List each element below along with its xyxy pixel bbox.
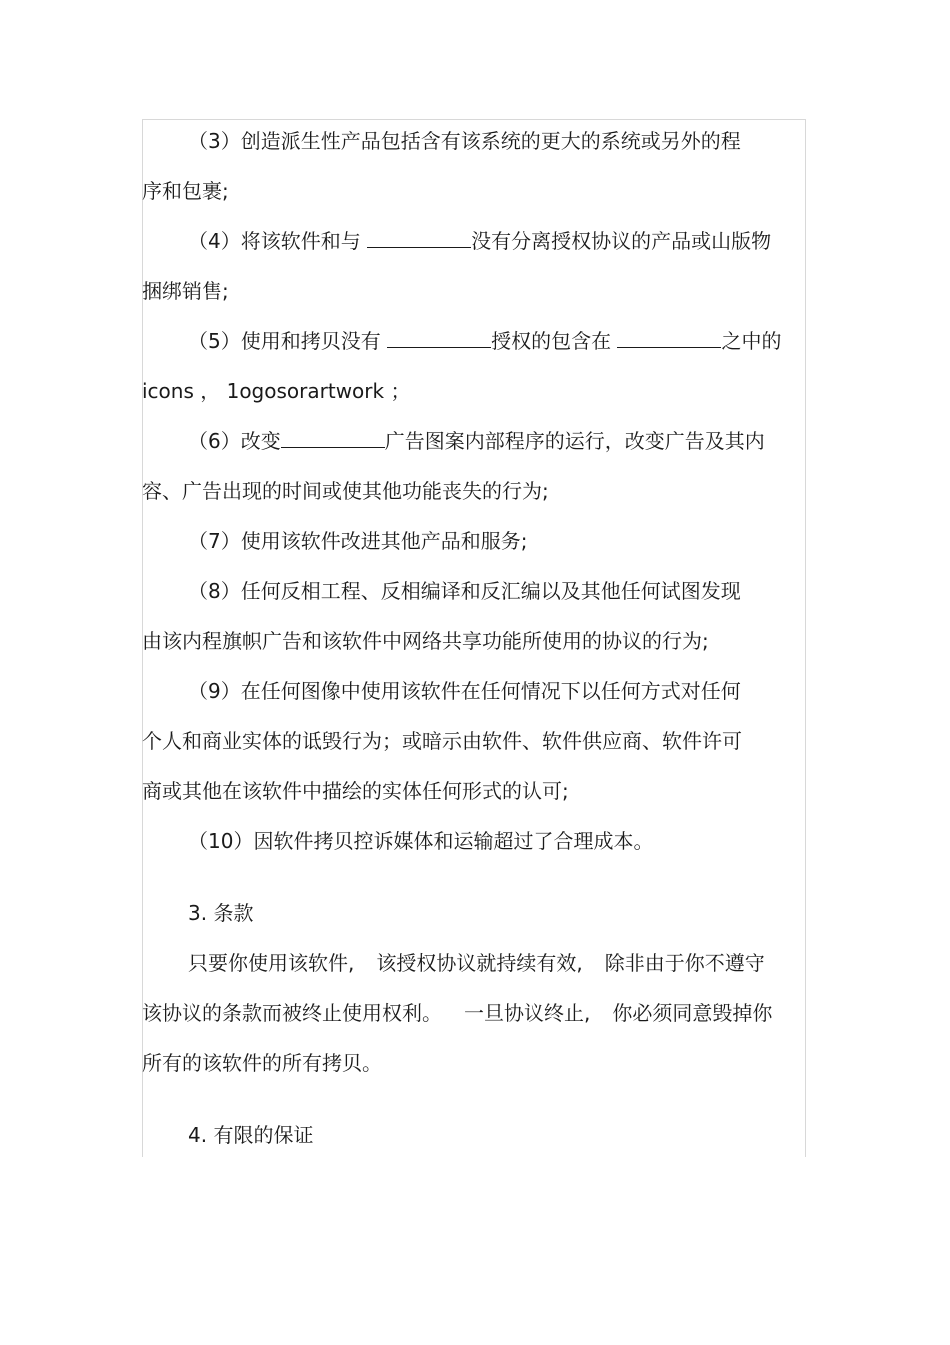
clause-5-text-b: 授权的包含在: [491, 329, 612, 353]
clause-4-line-1: [188, 228, 771, 254]
clause-4-text-b: 没有分离授权协议的产品或山版物: [471, 229, 772, 253]
clause-5-text-a: （5）使用和拷贝没有: [188, 329, 381, 353]
clause-9-line-2: 个人和商业实体的诋毁行为；或暗示由软件、软件供应商、软件许可: [142, 729, 742, 753]
section-3-text-d: 该协议的条款而被终止使用权利。: [142, 1001, 442, 1025]
section-3-text-f: 你必须同意毁掉你: [612, 1001, 773, 1025]
section-3-text-c: 除非由于你不遵守: [604, 951, 765, 975]
clause-6-line-2: 容、广告出现的时间或使其他功能丧失的行为;: [142, 479, 549, 503]
clause-5-text-c: 之中的: [721, 329, 782, 353]
fill-blank: [367, 229, 471, 248]
fill-blank: [281, 429, 385, 448]
clause-8-line-1: （8）任何反相工程、反相编译和反汇编以及其他任何试图发现: [188, 579, 741, 603]
section-4-heading: 4. 有限的保证: [188, 1123, 314, 1147]
clause-6-line-1: [188, 428, 765, 454]
section-3-para-line-3: 所有的该软件的所有拷贝。: [142, 1051, 382, 1075]
clause-3-line-2: 序和包裹;: [142, 179, 229, 203]
section-3-para-line-1: [188, 950, 765, 976]
section-3-text-b: 该授权协议就持续有效,: [376, 951, 583, 975]
clause-9-line-3: 商或其他在该软件中描绘的实体任何形式的认可;: [142, 779, 569, 803]
clause-4-line-2: 捆绑销售;: [142, 279, 229, 303]
clause-3-line-1: （3）创造派生性产品包括含有该系统的更大的系统或另外的程: [188, 129, 741, 153]
clause-5-line-1: [188, 328, 781, 354]
fill-blank: [617, 329, 721, 348]
clause-10-line-1: （10）因软件拷贝控诉媒体和运输超过了合理成本。: [188, 829, 654, 853]
clause-8-line-2: 由该内程旗帜广告和该软件中网络共享功能所使用的协议的行为;: [142, 629, 709, 653]
clause-6-text-b: 广告图案内部程序的运行，改变广告及其内: [384, 429, 765, 453]
clause-5-line-2: icons ， 1ogosorartwork ；: [142, 379, 411, 403]
clause-7-line-1: （7）使用该软件改进其他产品和服务;: [188, 529, 528, 553]
section-3-text-e: 一旦协议终止,: [464, 1001, 591, 1025]
clause-4-text-a: （4）将该软件和与: [188, 229, 361, 253]
fill-blank: [387, 329, 491, 348]
clause-9-line-1: （9）在任何图像中使用该软件在任何情况下以任何方式对任何: [188, 679, 741, 703]
section-3-text-a: 只要你使用该软件,: [188, 951, 355, 975]
section-3-heading: 3. 条款: [188, 901, 254, 925]
section-3-para-line-2: [142, 1000, 772, 1026]
clause-6-text-a: （6）改变: [188, 429, 281, 453]
